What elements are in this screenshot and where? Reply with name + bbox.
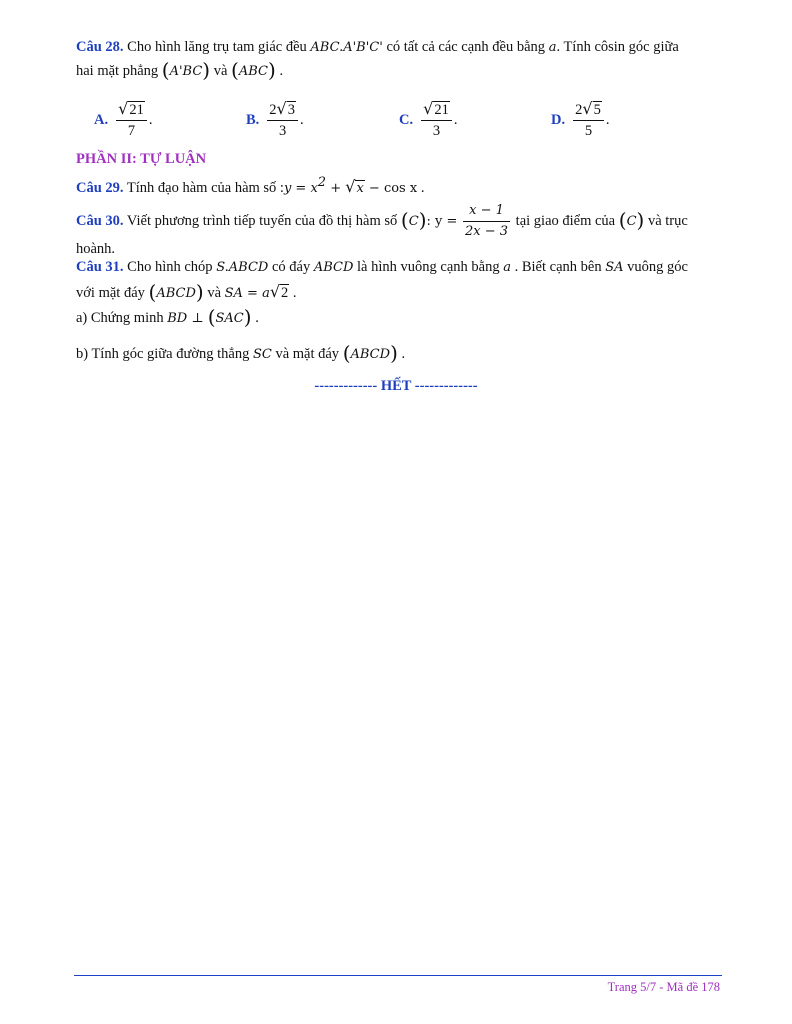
question-31-part-a: a) Chứng minh BD ⊥ (SAC) . (76, 305, 259, 329)
answer-option-b: B. $\frac{2√3}{3}$ . (246, 99, 304, 139)
fraction: $\frac{2√3}{3}$ (267, 100, 298, 140)
footer-divider (74, 975, 722, 976)
answer-option-a: A. $\frac{√21}{7}$ . (94, 99, 153, 139)
question-label: Câu 28. (76, 39, 124, 55)
question-30-cont: hoành. (76, 241, 116, 257)
fraction: $\frac{x - 1}{2x - 3}$ (465, 203, 509, 239)
section-heading: PHẦN II: TỰ LUẬN (76, 151, 207, 167)
question-28: Câu 28. Cho hình lăng trụ tam giác đều ABC.A'B'C' có tất cả các cạnh đều bằng a. Tính côsin góc giữa hai mặt phẳng (A'BC) và (ABC) . (76, 39, 679, 82)
question-31-part-b: b) Tính góc giữa đường thẳng SC và mặt đáy (ABCD) . (76, 341, 406, 365)
square-root: √x (345, 176, 364, 196)
math-prism: ABC.A'B'C' (310, 40, 383, 55)
page-footer: Trang 5/7 - Mã đề 178 (607, 980, 720, 994)
question-label: Câu 29. (76, 179, 124, 196)
answer-option-c: C. $\frac{√21}{3}$ . (399, 99, 458, 139)
question-label: Câu 30. (76, 212, 124, 229)
question-31: Câu 31. Cho hình chóp S.ABCD có đáy ABCD là hình vuông cạnh bằng a . Biết cạnh bên SA vuông góc với mặt đáy (ABCD) và SA = a√2 . (76, 259, 688, 304)
question-29: Câu 29. Tính đạo hàm của hàm số :y = $x^2 + √x - \cos x$ . (76, 172, 724, 200)
fraction: $\frac{√21}{7}$ (116, 100, 147, 140)
question-30: Câu 30. Viết phương trình tiếp tuyến của đồ thị hàm số (C): y = $\frac{x - 1}{2x - 3}$ tại giao điểm của (C) và trục (76, 203, 688, 239)
fraction: $\frac{√21}{3}$ (421, 100, 452, 140)
math-plane: ABC (238, 64, 268, 79)
end-marker: ------------- HẾT ------------- (314, 378, 478, 394)
square-root: √2 (269, 282, 289, 301)
fraction: $\frac{2√5}{5}$ (573, 100, 604, 140)
answer-option-d: D. $\frac{2√5}{5}$ . (551, 99, 610, 139)
math-plane: A'BC (169, 64, 203, 79)
question-label: Câu 31. (76, 259, 124, 275)
